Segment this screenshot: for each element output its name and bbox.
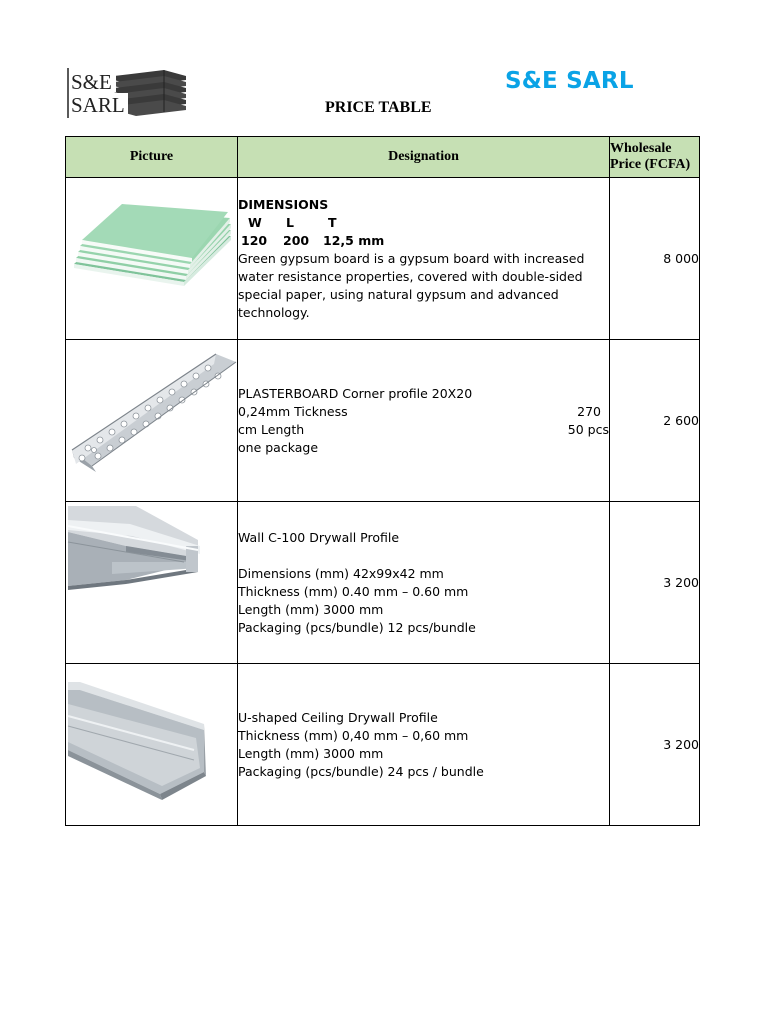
u-profile-image [66, 664, 238, 825]
spec-line: one package [238, 439, 319, 455]
spec-line: cm Length [238, 421, 305, 437]
product-text: Green gypsum board is a gypsum board with increased water resistance properties, covered with double-sided special paper, using natural gypsum and advanced technology. [238, 250, 585, 320]
logo-text-bottom: SARL [71, 93, 125, 117]
company-logo [66, 66, 188, 120]
product-image-cell [66, 340, 238, 502]
price-table [65, 136, 700, 826]
spec-line: Length (mm) 3000 mm [238, 601, 384, 617]
dim-value-t: 12,5 mm [323, 232, 385, 248]
gypsum-board-image [66, 178, 238, 339]
product-description [238, 502, 610, 664]
price-value: 3 200 [610, 502, 700, 664]
page-title: PRICE TABLE [325, 99, 432, 116]
logo-text-top: S&E [71, 70, 112, 94]
table-header-row [66, 137, 700, 178]
spec-line: Thickness (mm) 0,40 mm – 0,60 mm [238, 727, 469, 743]
column-header-picture: Picture [66, 137, 238, 178]
spec-value: 50 pcs [567, 421, 609, 437]
company-name: S&E SARL [505, 68, 634, 94]
product-title: Wall C-100 Drywall Profile [238, 529, 400, 545]
dim-label-w: W [248, 214, 262, 230]
price-value: 3 200 [610, 664, 700, 826]
product-image-cell [66, 502, 238, 664]
product-image-cell [66, 664, 238, 826]
spec-line: Packaging (pcs/bundle) 12 pcs/bundle [238, 619, 476, 635]
dim-value-w: 120 [241, 232, 268, 248]
dim-value-l: 200 [283, 232, 310, 248]
product-title: U-shaped Ceiling Drywall Profile [238, 709, 438, 725]
table-row [66, 178, 700, 340]
spec-line: Length (mm) 3000 mm [238, 745, 384, 761]
corner-profile-image [66, 340, 238, 501]
dimensions-heading: DIMENSIONS [238, 196, 329, 212]
column-header-price: Wholesale Price (FCFA) [610, 137, 700, 178]
price-value: 2 600 [610, 340, 700, 502]
product-title: PLASTERBOARD Corner profile 20X20 [238, 385, 473, 401]
product-image-cell [66, 178, 238, 340]
dim-label-t: T [328, 214, 337, 230]
spec-line: Thickness (mm) 0.40 mm – 0.60 mm [238, 583, 469, 599]
table-row [66, 502, 700, 664]
spec-line: Dimensions (mm) 42x99x42 mm [238, 565, 444, 581]
product-description [238, 664, 610, 826]
product-description [238, 178, 610, 340]
column-header-designation: Designation [238, 137, 610, 178]
dim-label-l: L [286, 214, 294, 230]
price-value: 8 000 [610, 178, 700, 340]
spec-line: Packaging (pcs/bundle) 24 pcs / bundle [238, 763, 484, 779]
product-description [238, 340, 610, 502]
c-profile-image [66, 502, 238, 663]
table-row [66, 664, 700, 826]
spec-line: 0,24mm Tickness [238, 403, 348, 419]
table-row [66, 340, 700, 502]
spec-value: 270 [577, 403, 601, 419]
